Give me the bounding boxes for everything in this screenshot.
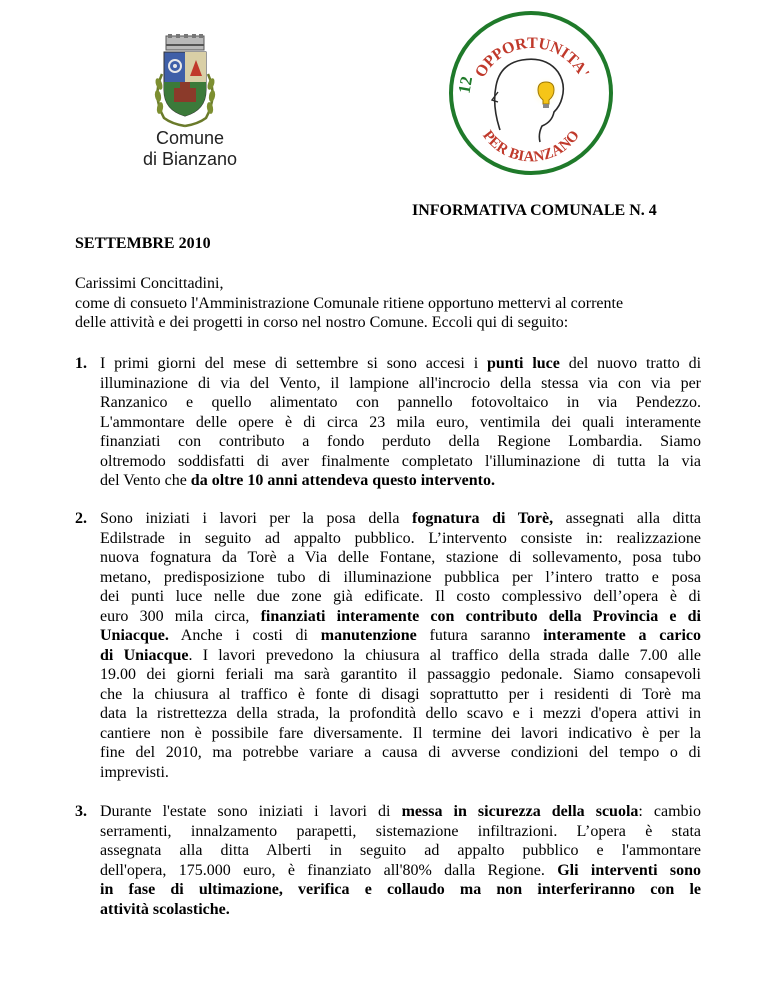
news-item-3	[75, 802, 701, 919]
item-line: che la chiusura al traffico è fonte di disagi soprattutto per i residenti di Torè ma	[100, 685, 701, 703]
comune-name	[120, 128, 260, 170]
item-line: Sono iniziati i lavori per la posa della fognatura di Torè, assegnati alla ditta	[100, 510, 701, 527]
item-line: attività scolastiche.	[100, 900, 230, 918]
item-line: finanziati con contributo a fondo perduto della Regione Lombardia. Siamo	[100, 433, 701, 450]
logo-number: 12	[454, 74, 477, 95]
item-line: serramenti, innalzamento parapetti, sistemazione infiltrazioni. L’opera è stata	[100, 822, 701, 840]
item-line: dei punti luce nelle due zone già edificate. Il costo complessivo dell’opera è di	[100, 588, 701, 605]
opportunita-logo	[448, 10, 614, 176]
document-title: INFORMATIVA COMUNALE N. 4	[412, 202, 657, 219]
item-line: cantiere non è possibile fare diversamente. Il termine dei lavori indicativo è per la	[100, 724, 701, 742]
item-line: Durante l'estate sono iniziati i lavori di messa in sicurezza della scuola: cambio	[100, 803, 702, 820]
item-line: Edilstrade in seguito ad appalto pubblico. L’intervento consiste in: realizzazione	[100, 529, 701, 547]
news-item-2	[75, 509, 701, 782]
item-line: assegnata alla ditta Alberti in seguito ad appalto pubblico e l'ammontare	[100, 842, 701, 859]
item-line: I primi giorni del mese di settembre si sono accesi i punti luce del nuovo tratto di	[100, 355, 702, 372]
item-line: Uniacque. Anche i costi di manutenzione futura saranno interamente a carico	[100, 627, 701, 644]
logo-top-text: OPPORTUNITA'	[472, 34, 593, 81]
comune-name-line1: Comune	[155, 128, 225, 148]
comune-name-line2: di Bianzano	[142, 149, 238, 169]
intro-line: delle attività e dei progetti in corso nel nostro Comune. Eccoli qui di seguito:	[75, 314, 569, 331]
document-date: SETTEMBRE 2010	[75, 235, 211, 252]
item-line: imprevisti.	[100, 763, 169, 781]
item-line: 19.00 dei giorni feriali ma sarà garantito il passaggio pedonale. Siamo consapevoli	[100, 666, 701, 683]
coat-of-arms-icon	[150, 34, 220, 128]
item-number: 3.	[75, 803, 87, 820]
item-line: del Vento che da oltre 10 anni attendeva questo intervento.	[100, 472, 495, 489]
logo-bottom-text: PER BIANZANO	[479, 127, 583, 166]
item-line: dell'opera, 175.000 euro, è finanziato all'80% dalla Regione. Gli interventi sono	[100, 861, 701, 879]
item-line: data la ristrettezza della strada, la profondità dello scavo e i mezzi d'opera attivi in	[100, 705, 701, 722]
item-line: L'ammontare delle opere è di circa 23 mila euro, ventimila dei quali interamente	[100, 413, 701, 431]
item-line: di Uniacque. I lavori prevedono la chiusura al traffico della strada dalle 7.00 alle	[100, 646, 702, 664]
news-item-1	[75, 354, 701, 491]
intro-line: come di consueto l'Amministrazione Comunale ritiene opportuno mettervi al corrente	[75, 294, 624, 312]
item-line: fine del 2010, ma potrebbe variare a causa di avverse condizioni del tempo o di	[100, 744, 701, 761]
item-line: in fase di ultimazione, verifica e collaudo ma non interferiranno con le	[100, 881, 701, 898]
item-line: metano, predisposizione tubo di illuminazione pubblica per l’intero tratto e posa	[100, 568, 701, 586]
item-line: oltremodo soddisfatti di aver finalmente completato l'illuminazione di tutta la via	[100, 452, 701, 470]
item-number: 1.	[75, 355, 87, 372]
item-line: euro 300 mila circa, finanziati interamente con contributo della Provincia e di	[100, 607, 701, 625]
item-number: 2.	[75, 510, 87, 527]
item-line: nuova fognatura da Torè a Via delle Fontane, stazione di sollevamento, posa tubo	[100, 549, 701, 566]
intro-paragraph	[75, 274, 705, 333]
item-line: illuminazione di via del Vento, il lampione all'incrocio della stessa via con via per	[100, 374, 701, 392]
item-line: Ranzanico e quello alimentato con pannello fotovoltaico in via Pendezzo.	[100, 394, 701, 411]
intro-greeting: Carissimi Concittadini,	[75, 275, 224, 292]
